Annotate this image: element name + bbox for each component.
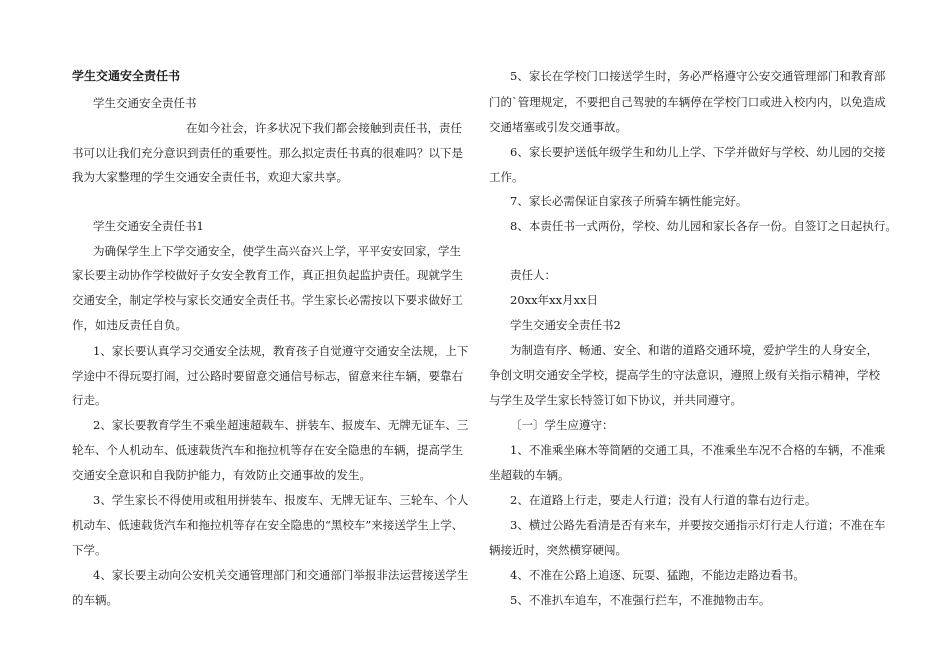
text-line: 的车辆。 [72, 593, 118, 607]
text-line: 交通安全意识和自我防护能力，有效防止交通事故的发生。 [72, 468, 371, 482]
text-line: 家长要主动协作学校做好子女安全教育工作，真正担负起监护责任。现就学生 [72, 268, 463, 282]
text-line: 行走。 [72, 393, 107, 407]
text-line: 3、横过公路先看清是否有来车，并要按交通指示灯行走人行道；不准在车 [510, 518, 886, 532]
text-line: 3、学生家长不得使用或租用拼装车、报废车、无牌无证车、三轮车、个人 [93, 493, 469, 507]
text-line: 与学生及学生家长特签订如下协议，并共同遵守。 [489, 393, 742, 407]
text-line: 门的`管理规定，不要把自己驾驶的车辆停在学校门口或进入校内内，以免造成 [489, 95, 886, 109]
text-line: 6、家长要护送低年级学生和幼儿上学、下学并做好与学校、幼儿园的交接 [510, 145, 886, 159]
text-line: 在如今社会，许多状况下我们都会接触到责任书，责任 [186, 121, 462, 135]
text-line: 4、不准在公路上追逐、玩耍、猛跑，不能边走路边看书。 [510, 568, 805, 582]
text-line: 工作。 [489, 170, 524, 184]
section-heading: 学生交通安全责任书2 [510, 318, 621, 332]
text-line: 下学。 [72, 543, 107, 557]
text-line: 为确保学生上下学交通安全，使学生高兴奋兴上学，平平安安回家，学生 [93, 244, 461, 258]
text-line: 书可以让我们充分意识到责任的重要性。那么拟定责任书真的很难吗？以下是 [72, 146, 463, 160]
text-line: 作，如违反责任自负。 [72, 318, 187, 332]
text-line: 坐超载的车辆。 [489, 468, 570, 482]
text-line: 1、家长要认真学习交通安全法规，教育孩子自觉遵守交通安全法规，上下 [93, 344, 469, 358]
text-line: 5、不准扒车追车，不准强行拦车，不准抛物击车。 [510, 593, 771, 607]
text-line: 争创文明交通安全学校，提高学生的守法意识，遵照上级有关指示精神，学校 [489, 368, 880, 382]
text-line: 轮车、个人机动车、低速载货汽车和拖拉机等存在安全隐患的车辆，提高学生 [72, 443, 463, 457]
subsection-heading: 〔一〕学生应遵守： [510, 418, 614, 432]
text-line: 2、在道路上行走，要走人行道；没有人行道的靠右边行走。 [510, 493, 817, 507]
text-line: 机动车、低速载货汽车和拖拉机等存在安全隐患的“黑校车”来接送学生上学、 [72, 518, 464, 532]
text-line: 为制造有序、畅通、安全、和谐的道路交通环境，爱护学生的人身安全， [510, 343, 878, 357]
text-line: 2、家长要教育学生不乘坐超速超载车、拼装车、报废车、无牌无证车、三 [93, 418, 469, 432]
section-heading: 学生交通安全责任书1 [93, 219, 204, 233]
signatory-label: 责任人： [510, 268, 556, 282]
text-line: 7、家长必需保证自家孩子所骑车辆性能完好。 [510, 194, 748, 208]
text-line: 交通安全，制定学校与家长交通安全责任书。学生家长必需按以下要求做好工 [72, 293, 463, 307]
text-line: 4、家长要主动向公安机关交通管理部门和交通部门举报非法运营接送学生 [93, 568, 469, 582]
text-line: 交通堵塞或引发交通事故。 [489, 120, 627, 134]
date-line: 20xx年xx月xx日 [510, 293, 599, 307]
text-line: 1、不准乘坐麻木等简陋的交通工具，不准乘坐车况不合格的车辆，不准乘 [510, 443, 886, 457]
text-line: 学途中不得玩耍打闹，过公路时要留意交通信号标志，留意来往车辆，要靠右 [72, 369, 463, 383]
text-line: 辆接近时，突然横穿硬闯。 [489, 543, 627, 557]
text-line: 8、本责任书一式两份，学校、幼儿园和家长各存一份。自签订之日起执行。 [510, 219, 897, 233]
text-line: 5、家长在学校门口接送学生时，务必严格遵守公安交通管理部门和教育部 [510, 69, 886, 83]
text-line: 我为大家整理的学生交通安全责任书，欢迎大家共享。 [72, 170, 348, 184]
page-title: 学生交通安全责任书 [72, 69, 181, 83]
text-line: 学生交通安全责任书 [93, 96, 197, 110]
